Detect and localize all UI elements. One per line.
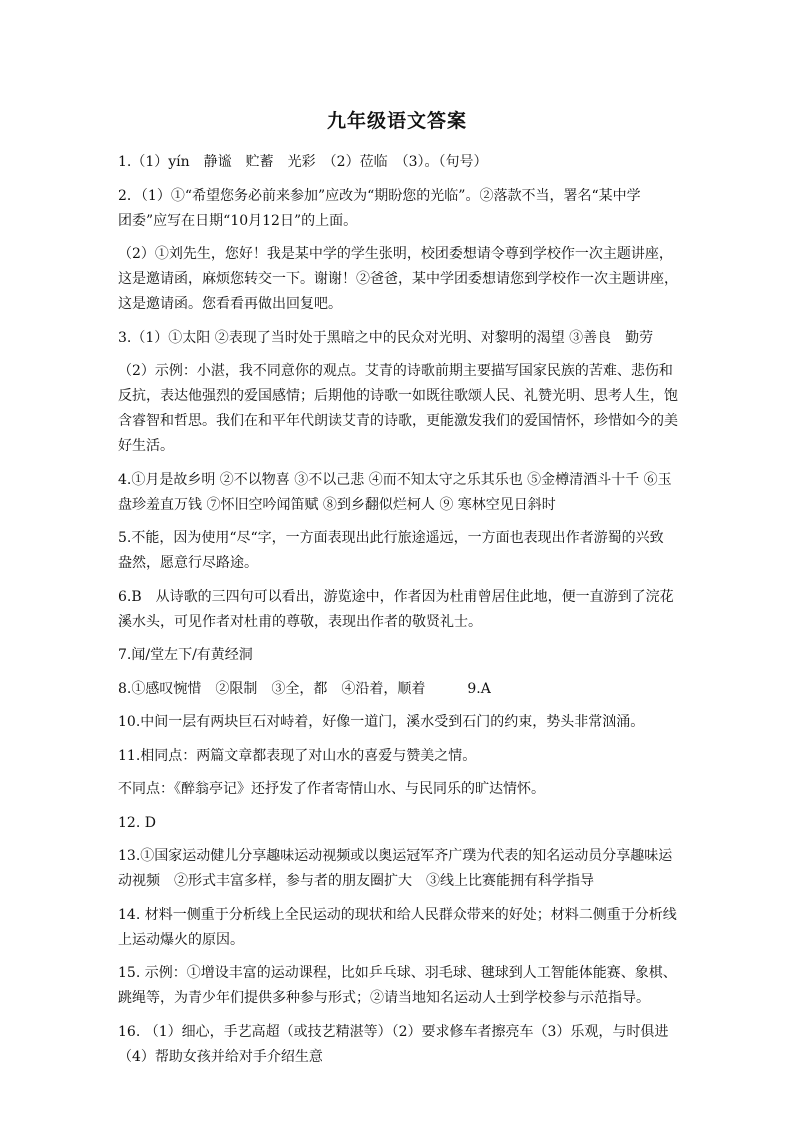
answer-paragraph <box>118 150 684 175</box>
answer-line: 这是邀请函。您看看再做出回复吧。 <box>118 296 342 312</box>
answer-paragraph <box>118 1020 684 1070</box>
answer-line: 11.相同点：两篇文章都表现了对山水的喜爱与赞美之情。 <box>118 747 477 764</box>
answer-paragraph <box>118 961 684 1011</box>
answer-paragraph <box>118 359 684 459</box>
answer-paragraph <box>118 184 684 234</box>
answer-paragraph <box>118 777 684 802</box>
answer-line: 12. D <box>118 814 156 831</box>
answer-line: 溪水头，可见作者对杜甫的尊敬，表现出作者的敬贤礼士。 <box>118 613 482 630</box>
answer-line: 团委”应写在日期“10月12日”的上面。 <box>118 212 358 229</box>
answer-list <box>118 150 684 1078</box>
answer-line: 8.①感叹惋惜 ②限制 ③全，都 ④沿着，顺着 9.A <box>118 680 491 697</box>
answer-line: 5.不能，因为使用“尽“字，一方面表现出此行旅途遥远，一方面也表现出作者游蜀的兴致 <box>118 530 664 546</box>
answer-line: 10.中间一层有两块巨石对峙着，好像一道门，溪水受到石门的约束，势头非常汹涌。 <box>118 714 645 730</box>
answer-paragraph <box>118 585 684 635</box>
answer-line: （2）示例：小湛，我不同意你的观点。艾青的诗歌前期主要描写国家民族的苦难、悲伤和 <box>118 363 673 379</box>
answer-line: 不同点：《醉翁亭记》还抒发了作者寄情山水、与民同乐的旷达情怀。 <box>118 781 545 797</box>
answer-line: 15. 示例：①增设丰富的运动课程，比如乒乓球、羽毛球、毽球到人工智能体能赛、象棋、 <box>118 965 677 981</box>
answer-paragraph <box>118 844 684 894</box>
answer-paragraph <box>118 903 684 953</box>
answer-paragraph <box>118 242 684 317</box>
answer-line: 3.（1）①太阳 ②表现了当时处于黑暗之中的民众对光明、对黎明的渴望 ③善良 勤劳 <box>118 329 654 346</box>
answer-line: 动视频 ②形式丰富多样，参与者的朋友圈扩大 ③线上比赛能拥有科学指导 <box>118 873 594 889</box>
answer-line: 跳绳等，为青少年们提供多种参与形式；②请当地知名运动人士到学校参与示范指导。 <box>118 990 650 1006</box>
answer-line: （2）①刘先生，您好！我是某中学的学生张明，校团委想请令尊到学校作一次主题讲座， <box>118 246 673 262</box>
answer-paragraph <box>118 526 684 576</box>
answer-paragraph <box>118 744 684 769</box>
answer-line: 好生活。 <box>118 438 174 454</box>
answer-line: 7.闻/堂左下/有黄经洞 <box>118 647 253 663</box>
answer-line: 14. 材料一侧重于分析线上全民运动的现状和给人民群众带来的好处；材料二侧重于分析线 <box>118 906 677 923</box>
answer-line: 反抗，表达他强烈的爱国感情；后期他的诗歌一如既往歌颂人民、礼赞光明、思考人生，饱 <box>118 388 678 404</box>
answer-line: 13.①国家运动健儿分享趣味运动视频或以奥运冠军齐广璞为代表的知名运动员分享趣味运 <box>118 848 673 864</box>
answer-paragraph <box>118 677 684 702</box>
answer-paragraph <box>118 326 684 351</box>
answer-line: 这是邀请函，麻烦您转交一下。谢谢！②爸爸，某中学团委想请您到学校作一次主题讲座， <box>118 271 678 287</box>
answer-paragraph <box>118 811 684 836</box>
page-title: 九年级语文答案 <box>326 110 467 132</box>
answer-paragraph <box>118 468 684 518</box>
answer-line: 盎然，愿意行尽路途。 <box>118 555 258 571</box>
answer-line: 1.（1）yín 静谧 贮蓄 光彩 （2）莅临 （3）。（句号） <box>118 154 488 170</box>
answer-line: 16. （1）细心，手艺高超（或技艺精湛等）（2）要求修车者擦亮车（3）乐观，与时俱进 <box>118 1023 669 1040</box>
answer-line: （4）帮助女孩并给对手介绍生意 <box>118 1048 323 1065</box>
answer-line: 4.①月是故乡明 ②不以物喜 ③不以己悲 ④而不知太守之乐其乐也 ⑤金樽清酒斗十千 ⑥玉 <box>118 471 672 488</box>
answer-line: 2．（1）①“希望您务必前来参加”应改为“期盼您的光临”。②落款不当，署名“某中学 <box>118 187 641 204</box>
answer-paragraph <box>118 710 684 735</box>
answer-paragraph <box>118 643 684 668</box>
answer-line: 上运动爆火的原因。 <box>118 931 244 948</box>
answer-line: 含睿智和哲思。我们在和平年代朗读艾青的诗歌，更能激发我们的爱国情怀，珍惜如今的美 <box>118 413 678 429</box>
answer-line: 盘珍羞直万钱 ⑦怀旧空吟闻笛赋 ⑧到乡翻似烂柯人 ⑨ 寒林空见日斜时 <box>118 496 556 513</box>
answer-line: 6.B 从诗歌的三四句可以看出，游览途中，作者因为杜甫曾居住此地，便一直游到了浣花 <box>118 588 674 605</box>
